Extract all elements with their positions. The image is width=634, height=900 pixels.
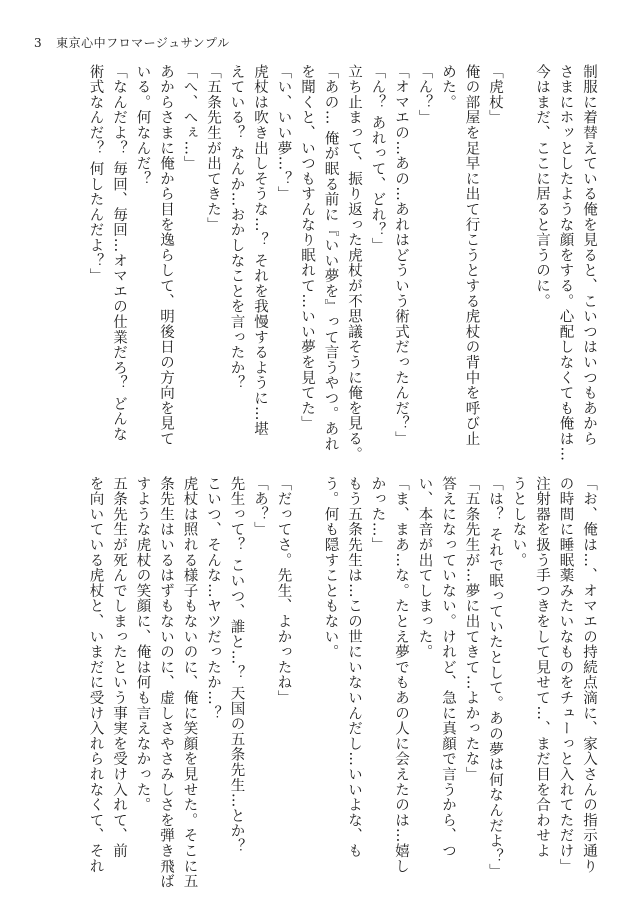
text-line: 条先生はいるはずもないのに、虚しさやさみしさを弾き飛ば	[158, 476, 174, 890]
text-line: すような虎杖の笑顔に、俺は何も言えなかった。	[134, 476, 151, 813]
text-line: 「オマエの…あの…あれはどういう術式だったんだ？」	[393, 64, 409, 447]
text-line: う。何も隠すこともない。	[322, 476, 339, 660]
text-line: 「は？ それで眠っていたとして。あの夢は何なんだよ？」	[487, 476, 503, 880]
text-line: 「虎杖」	[487, 64, 503, 126]
text-line: 術式なんだ？ 何したんだよ？」	[87, 64, 104, 284]
text-line: 俺の部屋を足早に出て行こうとする虎杖の背中を呼び止	[463, 64, 480, 447]
book-title: 東京心中フロマージュサンプル	[56, 36, 230, 50]
text-line: こいつ、そんな…ヤツだったか…？	[205, 476, 221, 721]
lower-text-block	[32, 476, 600, 890]
text-line: 虎杖は照れる様子もないのに、俺に笑顔を見せた。そこに五	[181, 476, 198, 890]
text-line	[295, 476, 319, 868]
text-line: 「い、いい夢…？」	[275, 64, 292, 202]
text-line: さまにホッとしたような顔をする。心配しなくても俺は…	[557, 64, 574, 462]
text-line: の時間に睡眠薬みたいなものをチューっと入れてただけ」	[557, 476, 574, 874]
text-line: 「あ？」	[252, 476, 268, 538]
page-number: 3	[34, 36, 43, 50]
text-line: 「ん？ あれって、どれ？」	[369, 64, 386, 254]
text-line: 立ち止まって、振り返った虎杖が不思議そうに俺を見る。	[346, 64, 362, 462]
text-line: を向いている虎杖と、いまだに受け入れられなくて、それ	[87, 476, 104, 874]
text-line: 先生って？ こいつ、誰と…？ 天国の五条先生…とか？	[228, 476, 245, 855]
text-line: 五条先生が死んでしまったという事実を受け入れて、前	[111, 476, 127, 859]
text-line: めた。	[440, 64, 456, 110]
text-line: 注射器を扱う手つきをして見せて…、まだ目を合わせよ	[534, 476, 550, 859]
text-line: い、本音が出てしまった。	[416, 476, 433, 660]
text-line: もう五条先生は…この世にいないんだし…いいよな、も	[346, 476, 362, 859]
text-line: 「ま、まあ…な。たとえ夢でもあの人に会えたのは…嬉し	[393, 476, 409, 874]
text-line: 「お、俺は…、オマエの持続点滴に、家入さんの指示通り	[581, 476, 597, 874]
upper-text-block	[32, 64, 600, 464]
text-line: 制服に着替えている俺を見ると、こいつはいつもあから	[581, 64, 597, 447]
text-line: かった…」	[369, 476, 386, 553]
text-line: 「五条先生が出てきた」	[205, 64, 221, 233]
text-line	[506, 64, 530, 464]
text-line: 「ん？」	[416, 64, 433, 126]
text-line: を聞くと、いつもすんなり眠れて…いい夢を見てた」	[299, 64, 315, 432]
text-line: うとしない。	[510, 476, 527, 568]
text-line: 「なんだよ？ 毎回、毎回…オマエの仕業だろ？ どんな	[111, 64, 127, 443]
text-line: 虎杖は吹き出しそうな…？ それを我慢するように…堪	[252, 64, 268, 437]
text-line: えている？ なんか…おかしなことを言ったか？	[228, 64, 245, 391]
running-header	[34, 34, 230, 51]
text-line: 今はまだ、ここに居ると言うのに。	[534, 64, 550, 309]
text-line: 「五条先生が…夢に出てきて…よかったな」	[463, 476, 480, 782]
text-line: いる。何なんだ？	[134, 64, 151, 187]
text-line: 「あの… 俺が眠る前に『いい夢を』って言うやつ。あれ	[322, 64, 339, 452]
text-line: 「だってさ。先生、よかったね」	[275, 476, 292, 706]
text-line: 「へ、へぇ…」	[181, 64, 198, 172]
text-line: あからさまに俺から目を逸らして、明後日の方向を見て	[158, 64, 174, 447]
text-line: 答えになっていない。けれど、急に真顔で言うから、つ	[440, 476, 456, 859]
